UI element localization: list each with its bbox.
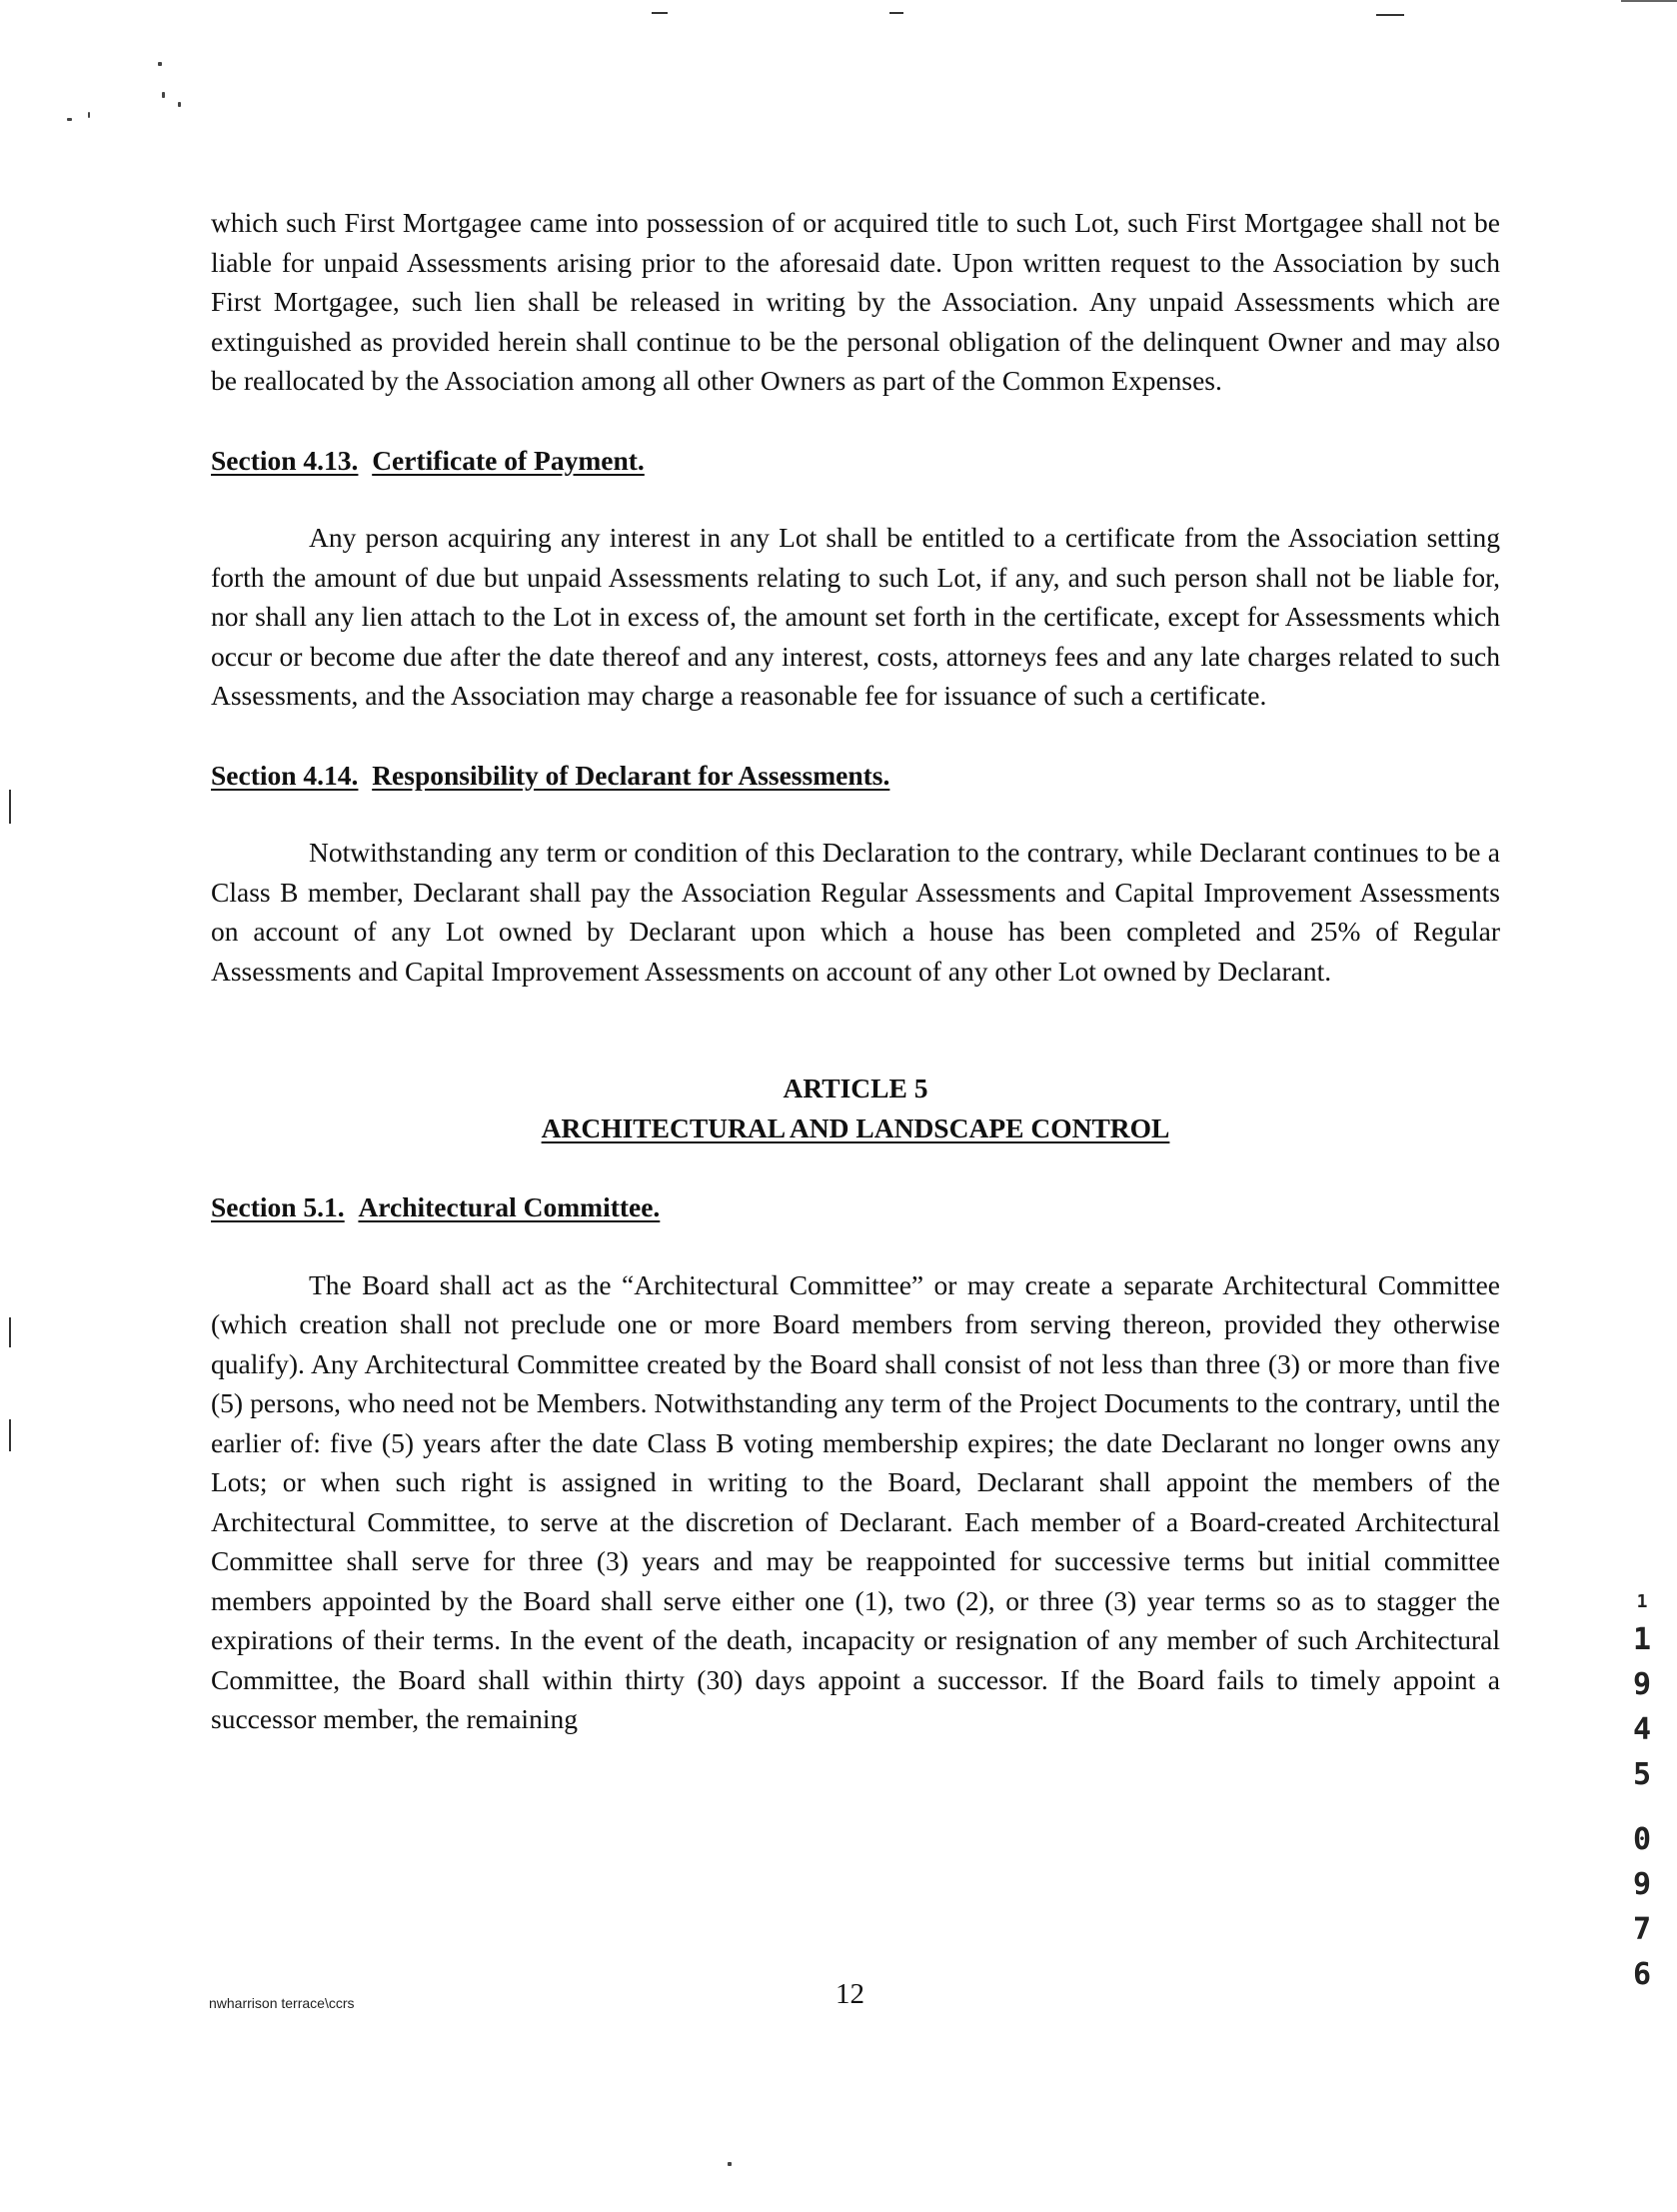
- stamp-digit: 9: [1632, 1667, 1652, 1702]
- section-body-4-14: Notwithstanding any term or condition of this Declaration to the contrary, while Declarant continues to be a Class B member, Declarant shall pay the Association Regular Assessments and Capital Improvement Assessments on account of any Lot owned by Declarant upon which a house has been completed and 25% of Regular Assessments and Capital Improvement Assessments on account of any other Lot owned by Declarant.: [211, 837, 1500, 987]
- stamp-digit: 5: [1632, 1757, 1652, 1792]
- margin-line: [9, 790, 11, 824]
- article-heading: [211, 1069, 1500, 1147]
- stamp-digit: 0: [1632, 1822, 1652, 1857]
- margin-line: [9, 1317, 11, 1347]
- section-title: Responsibility of Declarant for Assessments.: [372, 759, 890, 791]
- stamp-digit: 6: [1632, 1957, 1652, 1992]
- scan-speck: [88, 112, 90, 118]
- page-number: 12: [836, 1978, 864, 2010]
- scan-mark-edge: [1621, 0, 1677, 2]
- scan-mark-top: [889, 12, 903, 14]
- section-number: Section 4.14.: [211, 759, 359, 791]
- stamp-digit: 1: [1636, 1591, 1648, 1612]
- section-body-5-1: The Board shall act as the “Architectural Committee” or may create a separate Architectural Committee (which creation shall not preclude one or more Board members from serving thereon, provided they otherwise qualify). Any Architectural Committee created by the Board shall consist of not less than three (3) or more than five (5) persons, who need not be Members. Notwithstanding any term of the Project Documents to the contrary, until the earlier of: five (5) years after the date Class B voting membership expires; the date Declarant no longer owns any Lots; or when such right is assigned in writing to the Board, Declarant shall appoint the members of the Architectural Committee, to serve at the discretion of Declarant. Each member of a Board-created Architectural Committee shall serve for three (3) years and may be reappointed for successive terms but initial committee members appointed by the Board shall serve either one (1), two (2), or three (3) year terms so as to stagger the expirations of their terms. In the event of the death, incapacity or resignation of any member of such Architectural Committee, the Board shall within thirty (30) days appoint a successor. If the Board fails to timely appoint a successor member, the remaining: [211, 1268, 1500, 1734]
- document-body: [211, 203, 1500, 1739]
- section-title: Architectural Committee.: [358, 1191, 661, 1222]
- section-number: Section 5.1.: [211, 1191, 345, 1222]
- section-heading-4-13: [211, 441, 1500, 481]
- scan-speck: [158, 62, 162, 66]
- section-heading-4-14: [211, 756, 1500, 796]
- stamp-digit: 4: [1632, 1712, 1652, 1747]
- article-title: ARCHITECTURAL AND LANDSCAPE CONTROL: [541, 1111, 1170, 1143]
- scan-speck: [178, 102, 181, 107]
- section-number: Section 4.13.: [211, 444, 359, 476]
- footer-file-path: nwharrison terrace\ccrs: [209, 1995, 355, 2011]
- scan-mark-top: [652, 12, 668, 14]
- stamp-digit: 1: [1632, 1622, 1652, 1657]
- section-body-4-13: Any person acquiring any interest in any Lot shall be entitled to a certificate from the Association setting forth the amount of due but unpaid Assessments relating to such Lot, if any, and such person shall not be liable for, nor shall any lien attach to the Lot in excess of, the amount set forth in the certificate, except for Assessments which occur or become due after the date thereof and any interest, costs, attorneys fees and any late charges related to such Assessments, and the Association may charge a reasonable fee for issuance of such a certificate.: [211, 522, 1500, 711]
- scan-speck: [67, 118, 72, 121]
- stamp-digit: 7: [1632, 1912, 1652, 1947]
- scan-mark-top: [1376, 14, 1404, 16]
- recording-stamp: [1627, 1587, 1657, 1997]
- section-title: Certificate of Payment.: [372, 444, 645, 476]
- scan-speck: [728, 2162, 732, 2166]
- opening-paragraph: which such First Mortgagee came into possession of or acquired title to such Lot, such First Mortgagee shall not be liable for unpaid Assessments arising prior to the aforesaid date. Upon written request to the Association by such First Mortgagee, such lien shall be released in writing by the Association. Any unpaid Assessments which are extinguished as provided herein shall continue to be the personal obligation of the delinquent Owner and may also be reallocated by the Association among all other Owners as part of the Common Expenses.: [211, 207, 1500, 396]
- margin-line: [9, 1419, 11, 1451]
- scan-speck: [162, 92, 165, 98]
- stamp-digit: 9: [1632, 1867, 1652, 1902]
- section-heading-5-1: [211, 1187, 1500, 1227]
- article-number: ARTICLE 5: [783, 1073, 928, 1104]
